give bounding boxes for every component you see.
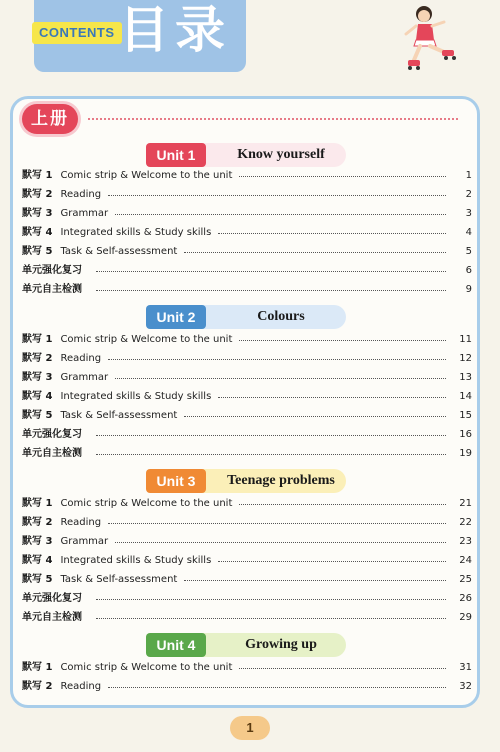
entry-prefix: 默写 3	[22, 208, 53, 219]
entry-prefix: 默写 5	[22, 574, 53, 585]
entry-page-number: 21	[459, 498, 472, 509]
entry-title: Comic strip & Welcome to the unit	[60, 334, 233, 345]
entry-page-number: 14	[459, 391, 472, 402]
entry-page-number: 19	[459, 448, 472, 459]
volume-badge: 上册	[22, 104, 78, 134]
entry-prefix: 默写 5	[22, 410, 53, 421]
toc-entry[interactable]	[22, 388, 472, 406]
unit-tag: Unit 2	[146, 305, 206, 329]
entry-page-number: 11	[459, 334, 472, 345]
entry-prefix: 默写 2	[22, 517, 53, 528]
toc-entry-label	[22, 552, 211, 570]
leader-dots	[108, 195, 446, 196]
entry-page-number: 16	[459, 429, 472, 440]
entry-prefix: 单元强化复习	[22, 265, 82, 276]
leader-dots	[184, 580, 446, 581]
toc-entry[interactable]	[22, 262, 472, 280]
unit-header	[146, 143, 356, 167]
entry-page-number: 32	[459, 681, 472, 692]
entry-title: Integrated skills & Study skills	[60, 391, 212, 402]
toc-entry-label	[22, 350, 101, 368]
leader-dots	[96, 454, 446, 455]
leader-dots	[239, 176, 446, 177]
toc-entry-label	[22, 426, 90, 444]
unit-title: Colours	[257, 309, 305, 324]
skater-girl-illustration	[400, 0, 460, 72]
entry-page-number: 5	[465, 246, 472, 257]
entry-page-number: 4	[465, 227, 472, 238]
entry-title: Grammar	[60, 536, 109, 547]
entry-prefix: 单元自主检测	[22, 284, 82, 295]
toc-entry[interactable]	[22, 205, 472, 223]
entry-prefix: 单元强化复习	[22, 593, 82, 604]
toc-entry[interactable]	[22, 678, 472, 696]
entry-title: Reading	[60, 517, 102, 528]
entry-title: Comic strip & Welcome to the unit	[60, 498, 233, 509]
entry-page-number: 13	[459, 372, 472, 383]
entry-prefix: 默写 2	[22, 681, 53, 692]
page-title: 目录	[119, 1, 231, 59]
toc-entry[interactable]	[22, 350, 472, 368]
entry-title: Task & Self-assessment	[60, 410, 178, 421]
entry-prefix: 单元强化复习	[22, 429, 82, 440]
entry-page-number: 24	[459, 555, 472, 566]
entry-title: Integrated skills & Study skills	[60, 555, 212, 566]
toc-entry[interactable]	[22, 407, 472, 425]
entry-prefix: 默写 1	[22, 170, 53, 181]
entry-prefix: 单元自主检测	[22, 448, 82, 459]
unit-title: Teenage problems	[227, 473, 335, 488]
leader-dots	[96, 599, 446, 600]
toc-entry-label	[22, 369, 108, 387]
entry-page-number: 1	[465, 170, 472, 181]
entry-title: Reading	[60, 189, 102, 200]
unit-tag: Unit 3	[146, 469, 206, 493]
entry-title: Grammar	[60, 208, 109, 219]
unit-header	[146, 469, 356, 493]
toc-entry[interactable]	[22, 514, 472, 532]
toc-entry-label	[22, 609, 90, 627]
entry-page-number: 9	[465, 284, 472, 295]
toc-entry-label	[22, 243, 177, 261]
toc-entry-label	[22, 331, 232, 349]
leader-dots	[184, 252, 446, 253]
toc-entry-label	[22, 533, 108, 551]
leader-dots	[239, 668, 446, 669]
entry-title: Task & Self-assessment	[60, 574, 178, 585]
toc-entry-label	[22, 205, 108, 223]
toc-entry[interactable]	[22, 552, 472, 570]
entry-page-number: 31	[459, 662, 472, 673]
toc-entry[interactable]	[22, 590, 472, 608]
toc-entry-label	[22, 571, 177, 589]
toc-entry-label	[22, 224, 211, 242]
entry-prefix: 默写 3	[22, 372, 53, 383]
leader-dots	[184, 416, 446, 417]
toc-entry-label	[22, 445, 90, 463]
entry-title: Reading	[60, 681, 102, 692]
entry-title: Task & Self-assessment	[60, 246, 178, 257]
toc-entry-label	[22, 678, 101, 696]
entry-prefix: 默写 5	[22, 246, 53, 257]
toc-entry[interactable]	[22, 571, 472, 589]
leader-dots	[115, 378, 446, 379]
entry-page-number: 29	[459, 612, 472, 623]
toc-entry-label	[22, 281, 90, 299]
toc-entry-label	[22, 388, 211, 406]
entry-prefix: 默写 1	[22, 662, 53, 673]
leader-dots	[115, 542, 446, 543]
toc-entry-label	[22, 514, 101, 532]
entry-prefix: 默写 1	[22, 334, 53, 345]
entry-prefix: 默写 4	[22, 227, 53, 238]
toc-entry-label	[22, 659, 232, 677]
unit-tag: Unit 1	[146, 143, 206, 167]
toc-entry-label	[22, 590, 90, 608]
leader-dots	[239, 504, 446, 505]
toc-entry[interactable]	[22, 186, 472, 204]
leader-dots	[108, 687, 446, 688]
toc-entry-label	[22, 262, 90, 280]
leader-dots	[108, 523, 446, 524]
toc-entry[interactable]	[22, 426, 472, 444]
leader-dots	[108, 359, 446, 360]
toc-entry[interactable]	[22, 659, 472, 677]
leader-dots	[218, 397, 446, 398]
leader-dots	[218, 233, 446, 234]
leader-dots	[96, 435, 446, 436]
entry-page-number: 26	[459, 593, 472, 604]
toc-entry[interactable]	[22, 369, 472, 387]
toc-entry[interactable]	[22, 281, 472, 299]
leader-dots	[218, 561, 446, 562]
leader-dots	[96, 290, 446, 291]
leader-dots	[96, 271, 446, 272]
entry-title: Comic strip & Welcome to the unit	[60, 170, 233, 181]
entry-prefix: 默写 2	[22, 189, 53, 200]
unit-tag: Unit 4	[146, 633, 206, 657]
toc-entry[interactable]	[22, 331, 472, 349]
entry-page-number: 6	[465, 265, 472, 276]
unit-header	[146, 305, 356, 329]
toc-entry-label	[22, 407, 177, 425]
toc-entry[interactable]	[22, 445, 472, 463]
entry-title: Integrated skills & Study skills	[60, 227, 212, 238]
entry-page-number: 3	[465, 208, 472, 219]
entry-page-number: 25	[459, 574, 472, 585]
entry-prefix: 单元自主检测	[22, 612, 82, 623]
entry-page-number: 2	[465, 189, 472, 200]
entry-title: Reading	[60, 353, 102, 364]
toc-entry[interactable]	[22, 495, 472, 513]
entry-prefix: 默写 2	[22, 353, 53, 364]
leader-dots	[96, 618, 446, 619]
volume-divider	[88, 118, 458, 120]
unit-title: Know yourself	[237, 147, 325, 162]
entry-title: Comic strip & Welcome to the unit	[60, 662, 233, 673]
leader-dots	[239, 340, 446, 341]
entry-prefix: 默写 4	[22, 555, 53, 566]
entry-page-number: 22	[459, 517, 472, 528]
toc-entry[interactable]	[22, 243, 472, 261]
toc-entry-label	[22, 495, 232, 513]
entry-page-number: 23	[459, 536, 472, 547]
page-number: 1	[230, 716, 270, 740]
toc-entry-label	[22, 186, 101, 204]
entry-page-number: 12	[459, 353, 472, 364]
entry-title: Grammar	[60, 372, 109, 383]
toc-entry[interactable]	[22, 167, 472, 185]
entry-prefix: 默写 1	[22, 498, 53, 509]
unit-header	[146, 633, 356, 657]
unit-title: Growing up	[245, 637, 317, 652]
entry-prefix: 默写 3	[22, 536, 53, 547]
entry-page-number: 15	[459, 410, 472, 421]
toc-entry[interactable]	[22, 224, 472, 242]
entry-prefix: 默写 4	[22, 391, 53, 402]
toc-entry[interactable]	[22, 609, 472, 627]
contents-label: CONTENTS	[32, 22, 122, 44]
toc-entry[interactable]	[22, 533, 472, 551]
toc-entry-label	[22, 167, 232, 185]
leader-dots	[115, 214, 446, 215]
